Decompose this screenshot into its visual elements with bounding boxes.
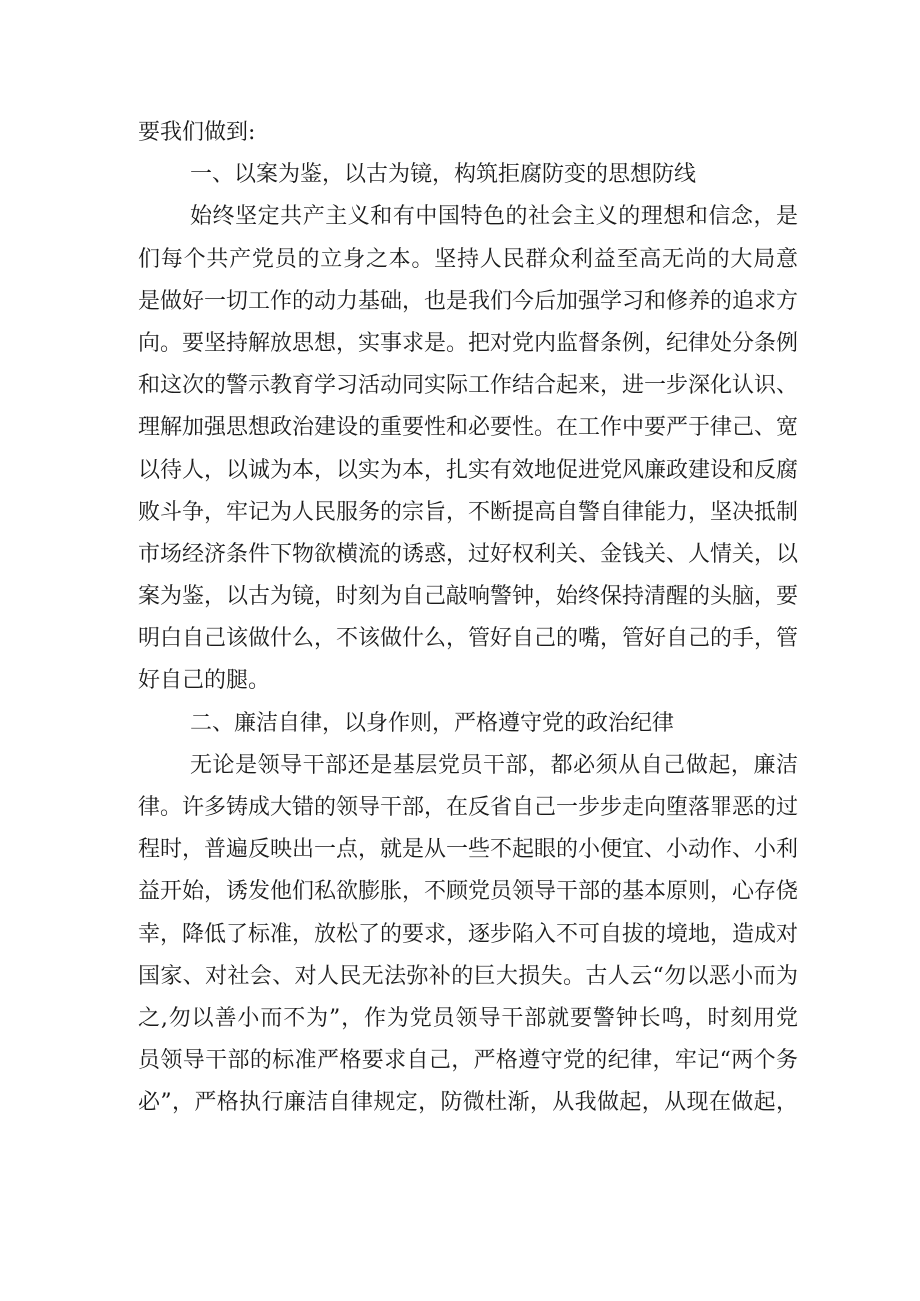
text-line: 要我们做到: <box>138 120 256 145</box>
section-heading-2: 二、廉洁自律，以身作则，严格遵守党的政治纪律 <box>190 710 675 736</box>
text-line: 始终坚定共产主义和有中国特色的社会主义的理想和信念，是 <box>190 204 798 230</box>
text-line: 以待人，以诚为本，以实为本，扎实有效地促进党风廉政建设和反腐 <box>138 457 798 483</box>
text-line: 败斗争，牢记为人民服务的宗旨，不断提高自警自律能力，坚决抵制 <box>138 499 798 525</box>
text-line: 程时，普遍反映出一点，就是从一些不起眼的小便宜、小动作、小利 <box>138 837 798 863</box>
text-line: 明白自己该做什么，不该做什么，管好自己的嘴，管好自己的手，管 <box>138 626 798 652</box>
section-heading-1: 一、以案为鉴，以古为镜，构筑拒腐防变的思想防线 <box>190 162 697 188</box>
text-line: 向。要坚持解放思想，实事求是。把对党内监督条例，纪律处分条例 <box>138 330 798 356</box>
text-line: 律。许多铸成大错的领导干部，在反省自己一步步走向堕落罪恶的过 <box>138 795 798 820</box>
text-line: 员领导干部的标准严格要求自己，严格遵守党的纪律，牢记“两个务 <box>138 1048 798 1074</box>
text-line: 是做好一切工作的动力基础，也是我们今后加强学习和修养的追求方 <box>138 288 798 314</box>
text-line: 市场经济条件下物欲横流的诱惑，过好权利关、金钱关、人情关，以 <box>138 541 798 567</box>
text-line: 们每个共产党员的立身之本。坚持人民群众利益至高无尚的大局意 <box>138 246 798 272</box>
document-body <box>138 112 798 1125</box>
text-line: 无论是领导干部还是基层党员干部，都必须从自己做起，廉洁 <box>190 752 798 778</box>
text-line: 国家、对社会、对人民无法弥补的巨大损失。古人云“勿以恶小而为 <box>138 963 798 989</box>
text-line: 幸，降低了标准，放松了的要求，逐步陷入不可自拔的境地，造成对 <box>138 921 798 947</box>
text-line: 益开始，诱发他们私欲膨胀，不顾党员领导干部的基本原则，心存侥 <box>138 879 798 905</box>
text-line: 之,勿以善小而不为”，作为党员领导干部就要警钟长鸣，时刻用党 <box>138 1005 798 1031</box>
text-line: 好自己的腿。 <box>138 668 271 694</box>
text-line: 理解加强思想政治建设的重要性和必要性。在工作中要严于律己、宽 <box>138 415 798 441</box>
text-line: 必”，严格执行廉洁自律规定，防微杜渐，从我做起，从现在做起， <box>138 1090 798 1116</box>
text-line: 案为鉴，以古为镜，时刻为自己敲响警钟，始终保持清醒的头脑，要 <box>138 584 798 610</box>
text-line: 和这次的警示教育学习活动同实际工作结合起来，进一步深化认识、 <box>138 373 798 399</box>
